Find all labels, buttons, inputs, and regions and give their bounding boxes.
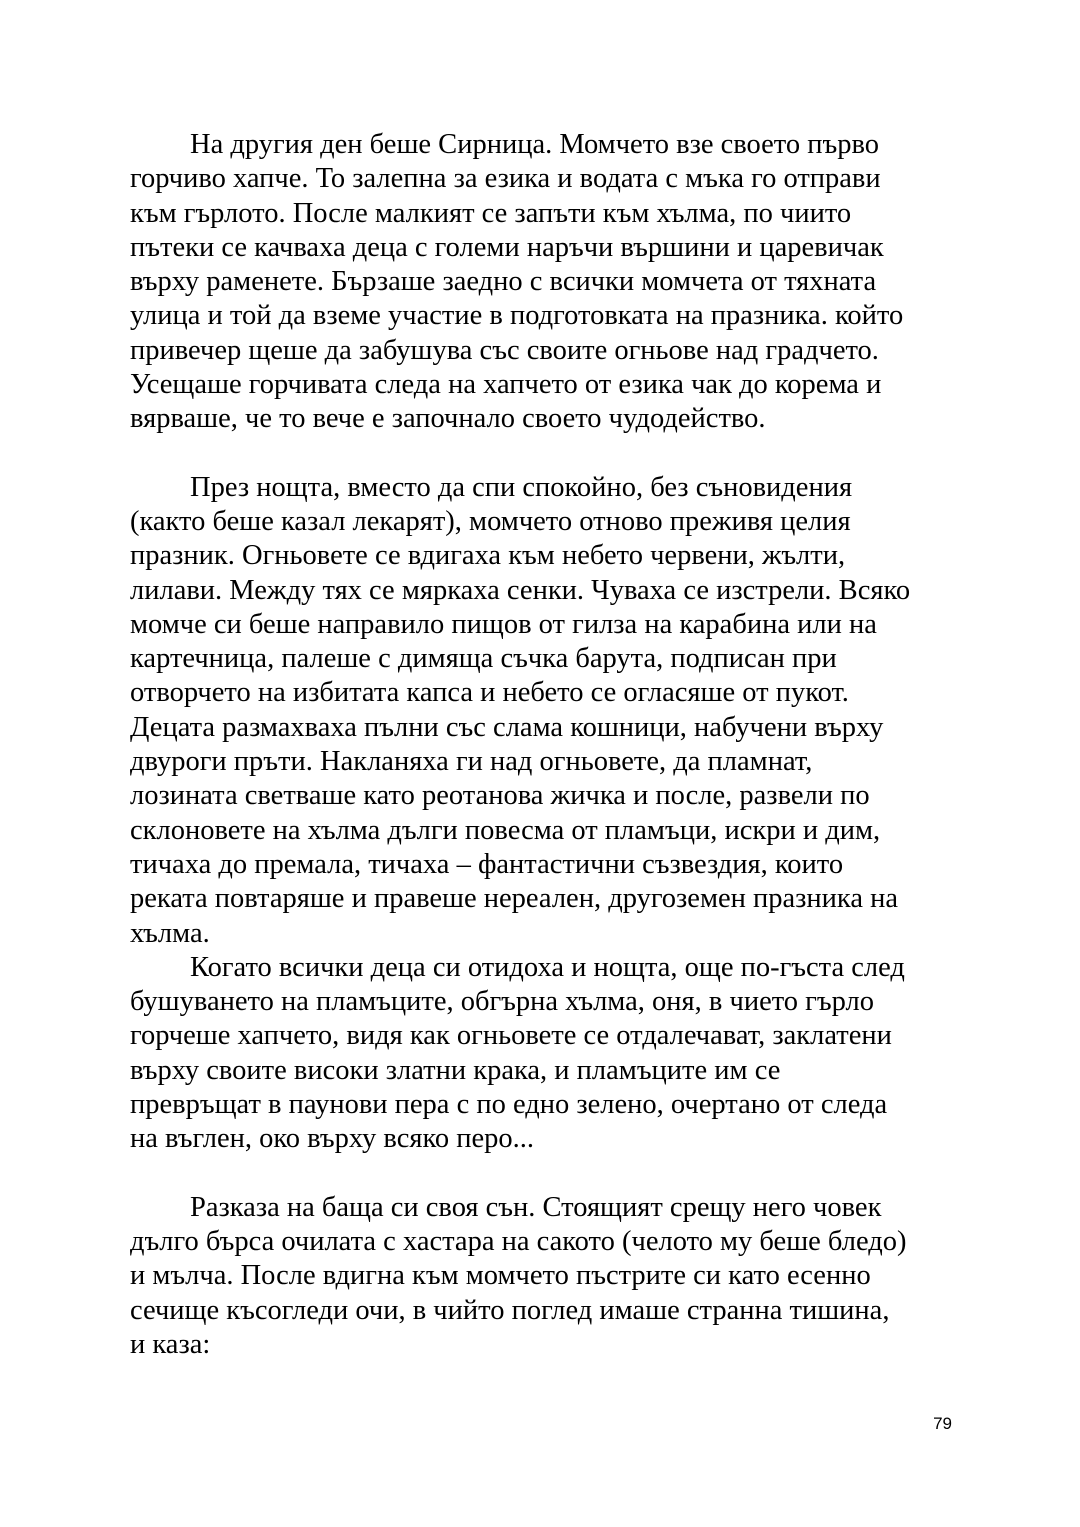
text-line: улица и той да вземе участие в подготовката на празника. който bbox=[130, 300, 904, 332]
text-line: горчеше хапчето, видя как огньовете се отдалечават, заклатени bbox=[130, 1020, 892, 1052]
text-line: лозината светваше като реотанова жичка и после, развели по bbox=[130, 780, 870, 812]
text-line: горчиво хапче. То залепна за езика и водата с мъка го отправи bbox=[130, 163, 881, 195]
text-line: момче си беше направило пищов от гилза на карабина или на bbox=[130, 608, 877, 640]
text-line: върху своите високи златни крака, и пламъците им се bbox=[130, 1054, 781, 1086]
paragraph-2 bbox=[130, 471, 970, 951]
text-line: към гърлото. После малкият се запъти към хълма, по чиито bbox=[130, 197, 852, 229]
paragraph-4 bbox=[130, 1191, 970, 1362]
text-line: тичаха до премала, тичаха – фантастични съзвездия, които bbox=[130, 848, 844, 880]
text-line: сечище късогледи очи, в чийто поглед имаше странна тишина, bbox=[130, 1294, 890, 1326]
text-line: реката повтаряше и правеше нереален, другоземен празника на bbox=[130, 883, 899, 915]
paragraph-gap bbox=[130, 1157, 970, 1191]
text-line: Усещаше горчивата следа на хапчето от езика чак до корема и bbox=[130, 369, 882, 401]
text-line: На другия ден беше Сирница. Момчето взе своето първо bbox=[190, 129, 880, 160]
text-line: бушуването на пламъците, обгърна хълма, оня, в чието гърло bbox=[130, 986, 874, 1018]
text-line: склоновете на хълма дълги повесма от пламъци, искри и дим, bbox=[130, 814, 881, 846]
text-line: дълго бърса очилата с хастара на сакото (челото му беше бледо) bbox=[130, 1225, 907, 1257]
text-line: отворчето на избитата капса и небето се огласяше от пукот. bbox=[130, 677, 849, 709]
text-line: Разказа на баща си своя сън. Стоящият срещу него човек bbox=[190, 1191, 882, 1223]
text-line: През нощта, вместо да спи спокойно, без съновидения bbox=[190, 471, 853, 503]
text-line: Когато всички деца си отидоха и нощта, още по-гъста след bbox=[190, 951, 905, 983]
text-line: вярваше, че то вече е започнало своето чудодейство. bbox=[130, 403, 766, 435]
text-line: празник. Огньовете се вдигаха към небето червени, жълти, bbox=[130, 540, 846, 572]
text-line: картечница, палеше с димяща съчка барута, подписан при bbox=[130, 643, 837, 675]
page-number: 79 bbox=[933, 1414, 952, 1433]
text-line: на въглен, око върху всяко перо... bbox=[130, 1123, 535, 1155]
text-line: привечер щеше да забушува със своите огньове над градчето. bbox=[130, 334, 879, 366]
text-line: пътеки се качваха деца с големи наръчи вършини и царевичак bbox=[130, 231, 884, 263]
text-line: (както беше казал лекарят), момчето отново преживя целия bbox=[130, 505, 851, 537]
text-line: и мълча. После вдигна към момчето пъстрите си като есенно bbox=[130, 1260, 871, 1292]
text-line: и каза: bbox=[130, 1328, 211, 1360]
text-line: хълма. bbox=[130, 917, 210, 949]
text-line: лилави. Между тях се мяркаха сенки. Чуваха се изстрели. Всяко bbox=[130, 574, 911, 606]
text-line: върху раменете. Бързаше заедно с всички момчета от тяхната bbox=[130, 266, 877, 298]
body-text bbox=[130, 128, 970, 1362]
text-line: превръщат в паунови пера с по едно зелено, очертано от следа bbox=[130, 1089, 888, 1121]
text-line: двуроги пръти. Накланяха ги над огньовете, да пламнат, bbox=[130, 746, 813, 778]
text-line: Децата размахваха пълни със слама кошници, набучени върху bbox=[130, 711, 884, 743]
paragraph-gap bbox=[130, 437, 970, 471]
paragraph-1 bbox=[130, 128, 970, 437]
paragraph-3 bbox=[130, 951, 970, 1157]
